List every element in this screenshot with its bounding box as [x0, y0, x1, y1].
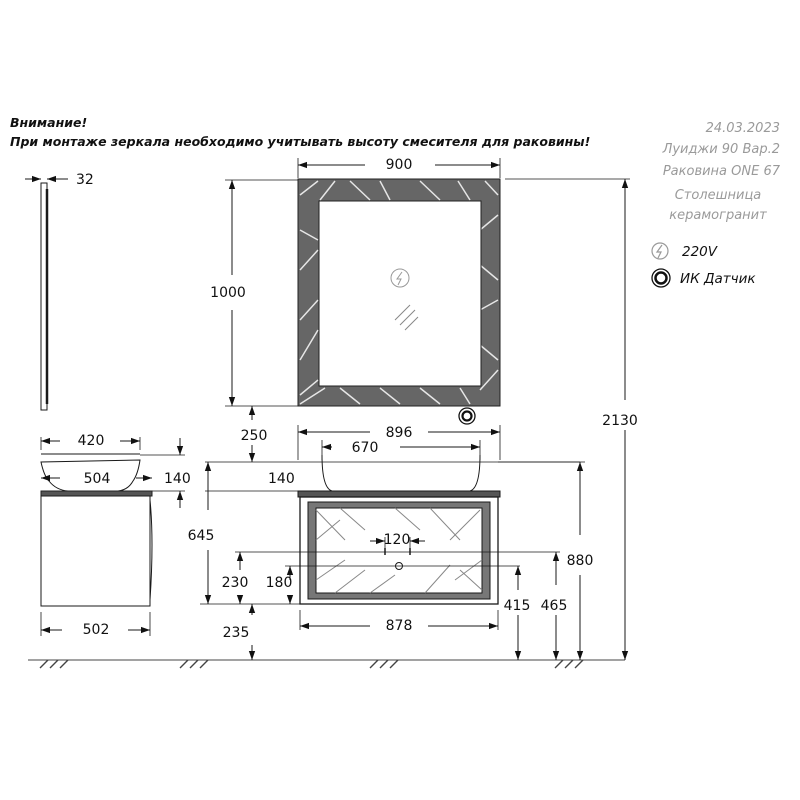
dim-cabinet-height: 645 — [187, 528, 215, 544]
note-countertop-1: Столешница — [674, 188, 762, 203]
legend-power-label: 220V — [682, 244, 718, 260]
lightning-icon — [652, 243, 668, 259]
warning-text: При монтаже зеркала необходимо учитывать высоту смесителя для раковины! — [10, 134, 591, 149]
legend — [652, 243, 756, 287]
note-model: Луиджи 90 Вар.2 — [662, 142, 780, 157]
dim-cabinet-width: 878 — [385, 618, 413, 634]
dim-mirror-gap: 250 — [240, 428, 268, 444]
dim-top-width: 896 — [385, 425, 413, 441]
dim-floor-clearance: 235 — [222, 625, 250, 641]
dim-sink-side-height: 140 — [164, 471, 191, 487]
dim-hole-spacing: 120 — [383, 532, 411, 548]
dim-sink-width: 670 — [351, 440, 379, 456]
note-date: 24.03.2023 — [705, 121, 780, 136]
drawing-notes — [662, 121, 781, 223]
note-sink: Раковина ONE 67 — [662, 164, 780, 179]
dim-total-height: 2130 — [602, 413, 638, 429]
dim-sink-height: 140 — [268, 471, 295, 487]
dim-drawer-offset: 180 — [265, 575, 293, 591]
vanity-front — [205, 455, 580, 604]
cabinet-side-profile — [41, 496, 150, 606]
dim-drain-height: 465 — [540, 598, 568, 614]
side-view — [25, 179, 185, 636]
mirror-ir-sensor — [459, 408, 475, 424]
warning-title: Внимание! — [10, 115, 88, 130]
floor-line — [28, 660, 625, 668]
note-countertop-2: керамогранит — [669, 208, 767, 223]
sink-front — [322, 455, 480, 491]
legend-sensor-label: ИК Датчик — [680, 271, 756, 287]
mirror-glass — [319, 201, 481, 386]
dim-top-depth: 504 — [83, 471, 111, 487]
dim-sink-side-depth: 420 — [77, 433, 105, 449]
dim-mirror-height: 1000 — [210, 285, 246, 301]
ir-sensor-icon — [652, 269, 670, 287]
dim-mirror-depth: 32 — [76, 172, 94, 188]
dim-drain-offset: 230 — [221, 575, 249, 591]
dim-drawer-bottom: 415 — [503, 598, 531, 614]
dim-cabinet-depth: 502 — [82, 622, 110, 638]
mirror-front — [298, 179, 500, 424]
countertop-side-profile — [41, 491, 152, 496]
countertop-front — [298, 491, 500, 497]
drawer-panel — [316, 508, 482, 593]
dim-overall-height: 880 — [566, 553, 594, 569]
dim-mirror-width: 900 — [385, 157, 413, 173]
